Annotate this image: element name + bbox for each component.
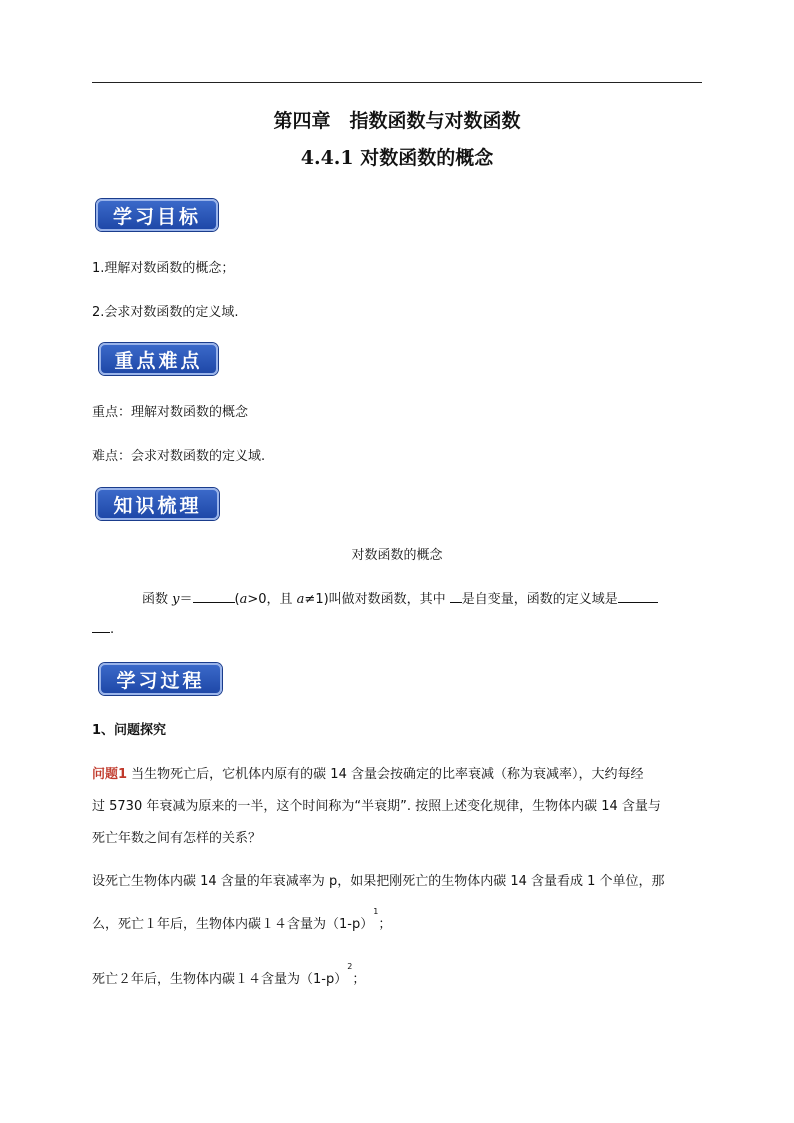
chapter-title: 第四章 指数函数与对数函数 bbox=[273, 110, 521, 132]
objectives-badge: 学习目标 bbox=[96, 199, 218, 231]
problem-line-3: 死亡年数之间有怎样的关系？ bbox=[92, 831, 262, 846]
knowledge-definition-cont bbox=[92, 620, 114, 637]
definition-text: ＝ bbox=[179, 592, 193, 607]
definition-text: 函数 bbox=[142, 592, 173, 607]
fill-blank-domain bbox=[618, 590, 658, 603]
fill-blank-domain-cont bbox=[92, 620, 110, 633]
knowledge-badge: 知识梳理 bbox=[96, 488, 219, 520]
definition-text: >0，且 bbox=[247, 592, 297, 607]
difficulty-text: 难点：会求对数函数的定义域. bbox=[92, 449, 266, 464]
knowledge-definition bbox=[142, 588, 658, 607]
objective-item-1: 1.理解对数函数的概念； bbox=[92, 261, 235, 276]
paragraph-text: 么，死亡１年后，生物体内碳１４含量为（1-p） bbox=[92, 917, 374, 932]
paragraph-line-1: 设死亡生物体内碳 14 含量的年衰减率为 p，如果把刚死亡的生物体内碳 14 含量看成 1 个单位，那 bbox=[92, 874, 665, 889]
paragraph-text: ； bbox=[378, 917, 392, 932]
problem-text: 当生物死亡后，它机体内原有的碳 14 含量会按确定的比率衰减（称为衰减率），大约每经 bbox=[127, 767, 644, 782]
definition-end: . bbox=[110, 622, 115, 637]
key-points-badge: 重点难点 bbox=[99, 343, 218, 375]
fill-blank-function bbox=[193, 590, 235, 603]
exponent: 2 bbox=[347, 961, 353, 971]
var-a: a bbox=[296, 592, 305, 607]
exponent: 1 bbox=[373, 906, 379, 916]
var-y: y bbox=[172, 592, 180, 607]
knowledge-subtitle: 对数函数的概念 bbox=[351, 548, 443, 563]
var-a: a bbox=[239, 592, 248, 607]
objective-item-2: 2.会求对数函数的定义域. bbox=[92, 305, 239, 320]
section-heading: 1、问题探究 bbox=[92, 723, 167, 738]
fill-blank-variable bbox=[450, 590, 462, 603]
section-title: 4.4.1 对数函数的概念 bbox=[300, 147, 494, 169]
paragraph-line-3 bbox=[92, 961, 366, 987]
header-rule bbox=[92, 82, 702, 83]
process-badge: 学习过程 bbox=[99, 663, 222, 695]
problem-line-1 bbox=[92, 763, 644, 782]
problem-line-2: 过 5730 年衰减为原来的一半，这个时间称为“半衰期”. 按照上述变化规律，生物体内碳 14 含量与 bbox=[92, 799, 661, 814]
definition-text: ≠1)叫做对数函数，其中 bbox=[304, 592, 450, 607]
definition-text: ( bbox=[234, 592, 240, 607]
definition-text: 是自变量，函数的定义域是 bbox=[461, 592, 618, 607]
paragraph-line-2 bbox=[92, 906, 392, 932]
key-point-text: 重点：理解对数函数的概念 bbox=[92, 405, 249, 420]
problem-label: 问题1 bbox=[92, 767, 128, 782]
paragraph-text: 死亡２年后，生物体内碳１４含量为（1-p） bbox=[92, 972, 348, 987]
paragraph-text: ； bbox=[352, 972, 366, 987]
